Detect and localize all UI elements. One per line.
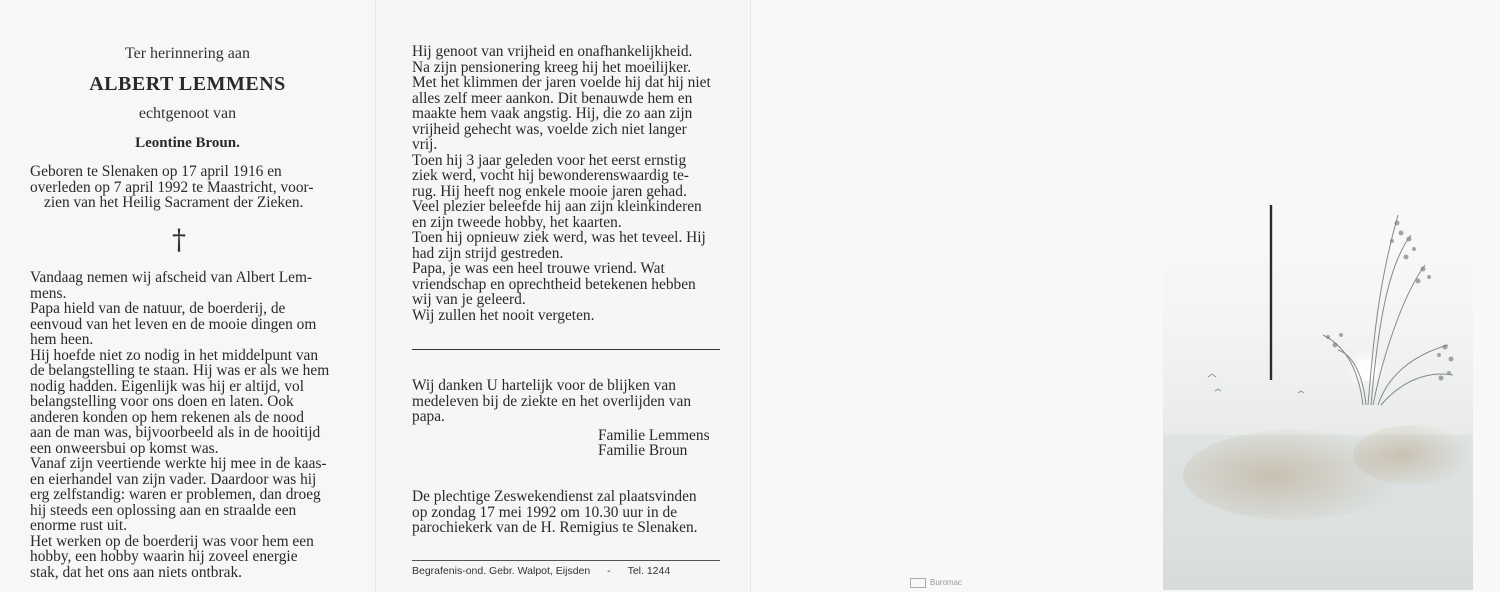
deceased-name: ALBERT LEMMENS	[89, 73, 286, 95]
text-line: Geboren te Slenaken op 17 april 1916 en	[30, 163, 282, 180]
text-line: alles zelf meer aankon. Dit benauwde hem en	[412, 89, 693, 107]
text-line: medeleven bij de ziekte en het overlijden van	[412, 392, 692, 410]
undertaker-phone: Tel. 1244	[627, 565, 671, 577]
card-panel-left	[0, 0, 375, 592]
cover-illustration	[1163, 205, 1473, 590]
text-line: de belangstelling te staan. Hij was er als we hem	[30, 362, 330, 379]
text-line: stak, dat het ons aan niets ontbrak.	[30, 563, 242, 581]
relation-text: echtgenoot van	[138, 105, 237, 122]
text-line: eenvoud van het leven en de mooie dingen om	[30, 315, 317, 333]
memorial-text-part1	[30, 270, 338, 580]
text-line: belangstelling voor ons doen en laten. Ook	[30, 393, 294, 410]
text-line: zien van het Heilig Sacrament der Zieken.	[44, 194, 304, 211]
text-line: vriendschap en oprechtheid betekenen hebben	[412, 275, 696, 293]
signature-family-2: Familie Broun	[598, 442, 688, 459]
text-line: wij van je geleerd.	[412, 291, 526, 308]
text-line: Met het klimmen der jaren voelde hij dat hij niet	[412, 74, 711, 91]
publisher-mark	[910, 578, 962, 588]
intro-heading: Ter herinnering aan	[124, 45, 251, 62]
text-line: Papa hield van de natuur, de boerderij, de	[30, 300, 286, 317]
text-line: op zondag 17 mei 1992 om 10.30 uur in de	[412, 503, 678, 521]
text-line: en eierhandel van zijn vader. Daardoor was hij	[30, 470, 317, 488]
text-line: hobby, een hobby waarin hij zoveel energie	[30, 548, 298, 565]
text-line: ziek werd, vocht hij bewonderenswaardig te-	[412, 167, 689, 184]
text-line: had zijn strijd gestreden.	[412, 244, 564, 262]
text-line: nodig hadden. Eigenlijk was hij er altijd, vol	[30, 377, 304, 395]
text-line: Vandaag nemen wij afscheid van Albert Lem-	[30, 269, 313, 286]
text-line: anderen konden op hem rekenen als de nood	[30, 408, 304, 426]
text-line: Vanaf zijn veertiende werkte hij mee in de kaas-	[30, 455, 327, 472]
text-line: hem heen.	[30, 331, 94, 348]
spouse-name: Leontine Broun.	[135, 135, 240, 151]
birth-death-paragraph	[30, 164, 338, 211]
text-line: hij steeds een oplossing aan en straalde een	[30, 501, 297, 519]
text-line: Toen hij 3 jaar geleden voor het eerst ernstig	[412, 151, 687, 169]
service-announcement	[412, 489, 720, 536]
text-line: enorme rust uit.	[30, 517, 128, 534]
footer-divider-line	[412, 560, 720, 561]
text-line: vrij.	[412, 136, 438, 153]
signature-family-1: Familie Lemmens	[598, 427, 710, 444]
text-line: erg zelfstandig: waren er problemen, dan droeg	[30, 486, 321, 503]
text-line: en zijn tweede hobby, het kaarten.	[412, 213, 622, 231]
text-line: Wij danken U hartelijk voor de blijken van	[412, 377, 676, 394]
text-line: vrijheid gehecht was, voelde zich niet langer	[412, 120, 687, 138]
text-line: rug. Hij heeft nog enkele mooie jaren gehad.	[412, 182, 687, 200]
undertaker-line	[412, 565, 720, 577]
text-line: Veel plezier beleefde hij aan zijn kleinkinderen	[412, 198, 702, 215]
text-line: De plechtige Zeswekendienst zal plaatsvinden	[412, 488, 697, 505]
text-line: parochiekerk van de H. Remigius te Slenaken.	[412, 519, 698, 536]
text-line: Hij hoefde niet zo nodig in het middelpunt van	[30, 346, 319, 364]
text-line: mens.	[30, 284, 67, 302]
text-line: Het werken op de boerderij was voor hem een	[30, 532, 314, 550]
memorial-text-part2	[412, 44, 720, 323]
publisher-logo-icon	[910, 578, 926, 588]
text-line: Hij genoot van vrijheid en onafhankelijkheid.	[412, 43, 693, 60]
publisher-name: Buromac	[930, 578, 963, 588]
text-line: papa.	[412, 408, 445, 425]
text-line: Papa, je was een heel trouwe vriend. Wat	[412, 260, 665, 277]
text-line: overleden op 7 april 1992 te Maastricht, voor-	[30, 178, 314, 196]
text-line: Toen hij opnieuw ziek werd, was het teveel. Hij	[412, 229, 706, 246]
text-line: een onweersbui op komst was.	[30, 439, 219, 457]
thanks-paragraph	[412, 378, 720, 425]
divider-line	[412, 349, 720, 350]
text-line: maakte hem vaak angstig. Hij, die zo aan zijn	[412, 105, 693, 122]
misty-background	[1163, 225, 1473, 590]
cross-icon: †	[172, 223, 186, 256]
text-line: Na zijn pensionering kreeg hij het moeilijker.	[412, 58, 692, 76]
text-line: Wij zullen het nooit vergeten.	[412, 306, 595, 324]
undertaker-name: Begrafenis-ond. Gebr. Walpot, Eijsden	[412, 565, 591, 577]
text-line: aan de man was, bijvoorbeeld als in de hooitijd	[30, 424, 321, 441]
intro-block	[0, 44, 375, 152]
undertaker-separator: -	[607, 565, 611, 577]
earth-patch-right	[1353, 425, 1473, 485]
